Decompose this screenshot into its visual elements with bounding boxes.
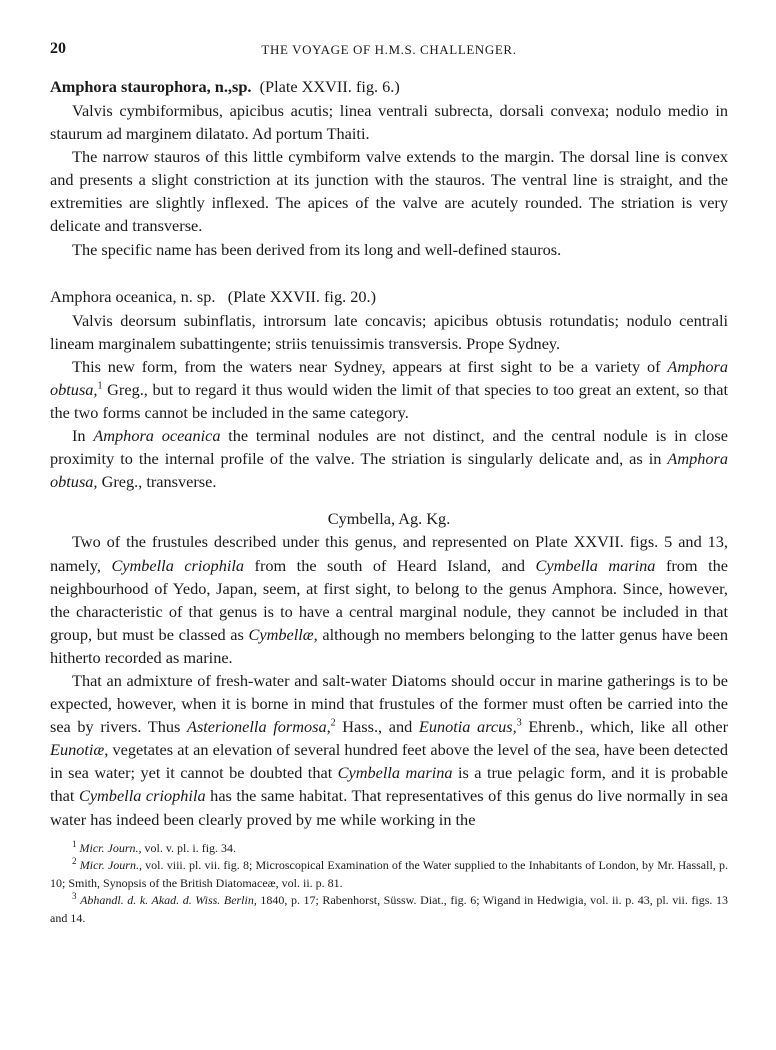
body-paragraph [50,530,728,669]
running-title: THE VOYAGE OF H.M.S. CHALLENGER. [261,42,517,57]
taxon-name: Amphora obtusa, [50,449,728,492]
footnote-number: 1 [72,838,77,849]
species-heading-staurophora [50,74,728,99]
text-run: Two of the frustules described under this genus, and represented on Plate XXVII. figs. 5 and 13, namely, [50,532,728,575]
text-run: That an admixture of fresh-water and salt-water Diatoms should occur in marine gatherings is to be expected, however, when it is borne in mind that frustules of the former must often be carried into the sea by rivers. Thus [50,670,728,737]
text-run: Hass., and [335,717,419,737]
taxon-name: Amphora obtusa, [50,356,728,399]
text-run: This new form, from the waters near Sydney, appears at first sight to be a variety of [72,356,668,376]
text-run: Ehrenb., which, like all other [521,717,729,737]
book-page [50,40,728,927]
citation-title: Micr. Journ., [79,858,142,873]
footnote-3 [50,892,728,927]
page-number: 20 [50,40,66,57]
taxon-name: Eunotiæ, [50,740,109,760]
text-run: from the south of Heard Island, and [244,555,536,575]
footnote-number: 3 [72,891,77,902]
page-header [50,40,728,62]
latin-description: Valvis deorsum subinflatis, introrsum late concavis; apicibus obtusis rotundatis; nodulo centrali lineam marginalem subattingente; striis tenuissimis transversis. Prope Sydney. [50,310,728,353]
plate-reference: (Plate XXVII. fig. 20.) [227,286,377,306]
footnote-ref: 2 [330,717,336,729]
citation-title: Abhandl. d. k. Akad. d. Wiss. Berlin, [80,893,257,908]
citation-text: vol. viii. pl. vii. fig. 8; Microscopical Examination of the Water supplied to the Inhabitants of London, by Mr. Hassall, p. 10; Smith, Synopsis of the British Diatomaceæ, vol. ii. p. 81. [50,858,729,890]
text-run: Greg., but to regard it thus would widen the limit of that species to too great an extent, so that the two forms cannot be included in the same category. [50,379,728,423]
taxon-name: Asterionella formosa, [187,717,331,737]
footnotes [50,840,728,928]
footnote-ref: 3 [516,717,522,729]
footnote-2 [50,857,728,892]
citation-text: 1840, p. 17; Rabenhorst, Süssw. Diat., fig. 6; Wigand in Hedwigia, vol. ii. p. 43, pl. vii. figs. 13 and 14. [50,893,728,925]
species-heading-oceanica [50,284,728,309]
species-name: Amphora oceanica, [50,286,177,306]
taxon-name: Eunotia arcus, [418,717,517,737]
plate-reference: (Plate XXVII. fig. 6.) [259,77,400,96]
text-run: has the same habitat. That representatives of this genus do live normally in sea water has indeed been clearly proved by me while working in the [50,786,728,829]
text-run: Greg., transverse. [97,472,217,492]
species-name: Amphora staurophora, [50,77,211,96]
taxon-name: Cymbella marina [337,763,453,783]
footnote-number: 2 [72,856,77,867]
text-run: vegetates at an elevation of several hundred feet above the level of the sea, have been detected in sea water; yet it cannot be doubted that [50,740,728,783]
body-paragraph: The narrow stauros of this little cymbiform valve extends to the margin. The dorsal line is convex and presents a slight constriction at its junction with the stauros. The ventral line is straight, and the extremities are slightly inflexed. The apices of the valve are acutely rounded. The striation is very delicate and transverse. [50,147,728,236]
body-paragraph [50,424,728,493]
citation-text: vol. v. pl. i. fig. 34. [141,840,237,855]
footnote-ref: 1 [97,380,103,392]
taxon-name: Cymbella marina [535,555,656,575]
latin-description: Valvis cymbiformibus, apicibus acutis; linea ventrali subrecta, dorsali convexa; nodulo medio in staurum ad marginem dilatato. Ad portum Thaiti. [50,101,728,144]
taxon-name: Amphora oceanica [93,426,221,446]
footnote-1 [50,840,728,858]
new-species-mark: n.,sp. [210,77,252,96]
text-run: is a true pelagic form, and it is probable that [50,763,728,806]
body-paragraph [50,669,728,831]
body-paragraph [50,355,728,424]
taxon-name: Cymbella criophila [111,555,245,575]
new-species-mark: n. sp. [176,286,216,306]
citation-title: Micr. Journ., [79,840,142,855]
text-run: although no members belonging to the latter genus have been hitherto recorded as marine. [50,624,728,667]
text-run: from the neighbourhood of Yedo, Japan, seem, at first sight, to belong to the genus Amphora. Since, however, the characteristic of that genus is to have a central marginal nodule, they cannot be included in that group, but must be classed as [50,555,728,644]
taxon-name: Cymbella criophila [78,786,206,806]
genus-heading: Cymbella, Ag. Kg. [327,509,451,529]
body-paragraph: The specific name has been derived from its long and well-defined stauros. [72,239,562,259]
text-run: the terminal nodules are not distinct, and the central nodule is in close proximity to the internal profile of the valve. The striation is singularly delicate and, as in [50,426,728,469]
taxon-name: Cymbellæ, [248,624,318,644]
text-run: In [72,426,94,446]
